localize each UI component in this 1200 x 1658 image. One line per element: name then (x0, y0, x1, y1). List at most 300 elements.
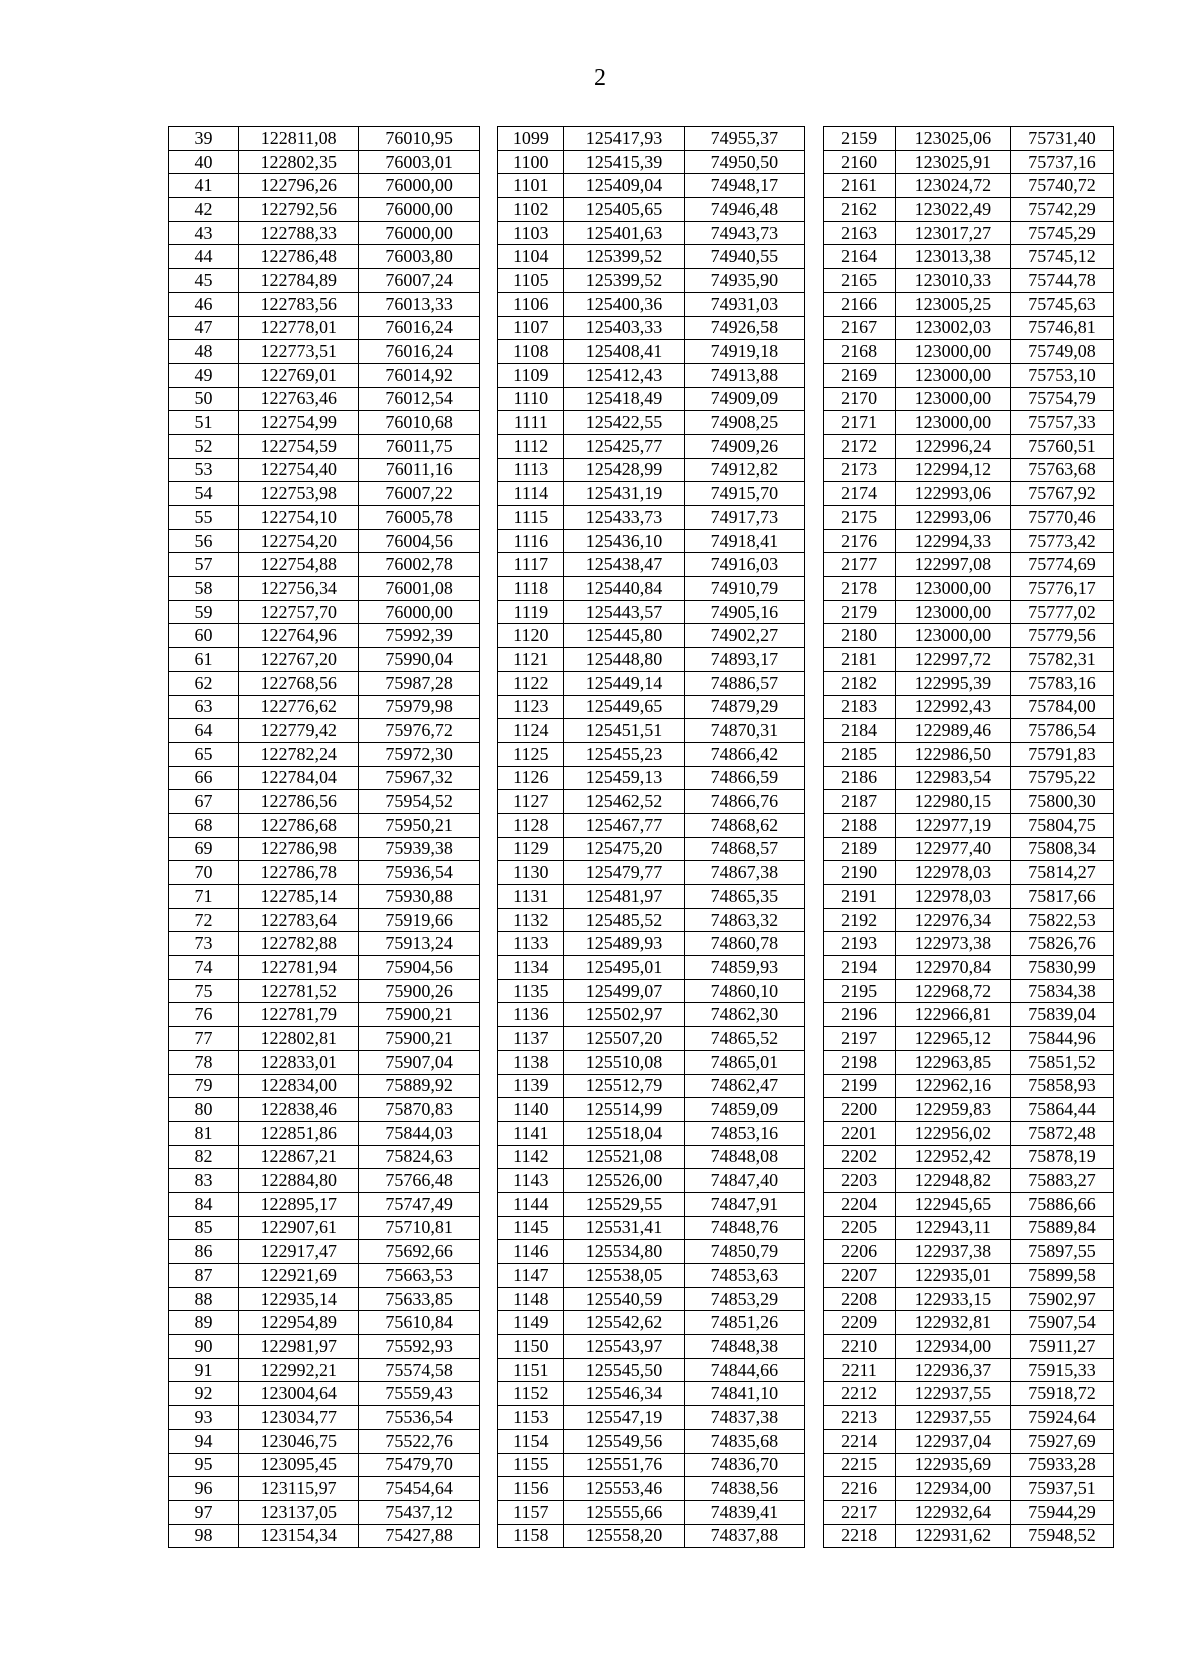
y-coordinate-cell: 75710,81 (359, 1216, 479, 1240)
point-number-cell: 2208 (823, 1287, 895, 1311)
y-coordinate-cell: 74863,32 (684, 908, 804, 932)
y-coordinate-cell: 75900,21 (359, 1003, 479, 1027)
x-coordinate-cell: 122884,80 (239, 1169, 359, 1193)
y-coordinate-cell: 74866,59 (684, 766, 804, 790)
table-row (169, 1169, 1114, 1193)
y-coordinate-cell: 74948,17 (684, 174, 804, 198)
y-coordinate-cell: 76011,75 (359, 434, 479, 458)
y-coordinate-cell: 75779,56 (1010, 624, 1113, 648)
y-coordinate-cell: 75774,69 (1010, 553, 1113, 577)
x-coordinate-cell: 125531,41 (564, 1216, 684, 1240)
y-coordinate-cell: 75919,66 (359, 908, 479, 932)
column-group-gap (479, 174, 498, 198)
x-coordinate-cell: 125543,97 (564, 1335, 684, 1359)
point-number-cell: 2167 (823, 316, 895, 340)
y-coordinate-cell: 75900,26 (359, 979, 479, 1003)
x-coordinate-cell: 122977,40 (895, 837, 1010, 861)
x-coordinate-cell: 122786,78 (239, 861, 359, 885)
point-number-cell: 1123 (498, 695, 564, 719)
point-number-cell: 2218 (823, 1524, 895, 1548)
column-group-gap (805, 766, 824, 790)
point-number-cell: 60 (169, 624, 239, 648)
point-number-cell: 84 (169, 1192, 239, 1216)
y-coordinate-cell: 74879,29 (684, 695, 804, 719)
point-number-cell: 2204 (823, 1192, 895, 1216)
column-group-gap (479, 695, 498, 719)
column-group-gap (805, 245, 824, 269)
point-number-cell: 2163 (823, 221, 895, 245)
x-coordinate-cell: 122764,96 (239, 624, 359, 648)
y-coordinate-cell: 74902,27 (684, 624, 804, 648)
x-coordinate-cell: 125445,80 (564, 624, 684, 648)
column-group-gap (805, 956, 824, 980)
point-number-cell: 1142 (498, 1145, 564, 1169)
point-number-cell: 2188 (823, 813, 895, 837)
table-row (169, 174, 1114, 198)
y-coordinate-cell: 75427,88 (359, 1524, 479, 1548)
column-group-gap (805, 411, 824, 435)
x-coordinate-cell: 122757,70 (239, 600, 359, 624)
point-number-cell: 76 (169, 1003, 239, 1027)
column-group-gap (805, 292, 824, 316)
column-group-gap (805, 861, 824, 885)
x-coordinate-cell: 122934,00 (895, 1477, 1010, 1501)
point-number-cell: 2217 (823, 1500, 895, 1524)
point-number-cell: 1144 (498, 1192, 564, 1216)
x-coordinate-cell: 123022,49 (895, 198, 1010, 222)
table-row (169, 1453, 1114, 1477)
point-number-cell: 1102 (498, 198, 564, 222)
y-coordinate-cell: 75899,58 (1010, 1264, 1113, 1288)
column-group-gap (479, 1358, 498, 1382)
point-number-cell: 2190 (823, 861, 895, 885)
point-number-cell: 1118 (498, 577, 564, 601)
y-coordinate-cell: 75574,58 (359, 1358, 479, 1382)
column-group-gap (805, 908, 824, 932)
x-coordinate-cell: 122786,98 (239, 837, 359, 861)
y-coordinate-cell: 75927,69 (1010, 1429, 1113, 1453)
y-coordinate-cell: 76005,78 (359, 506, 479, 530)
point-number-cell: 2179 (823, 600, 895, 624)
y-coordinate-cell: 74865,35 (684, 885, 804, 909)
table-row (169, 1524, 1114, 1548)
x-coordinate-cell: 125451,51 (564, 719, 684, 743)
column-group-gap (479, 1192, 498, 1216)
x-coordinate-cell: 125455,23 (564, 742, 684, 766)
column-group-gap (479, 813, 498, 837)
x-coordinate-cell: 125412,43 (564, 363, 684, 387)
y-coordinate-cell: 74853,63 (684, 1264, 804, 1288)
table-row (169, 979, 1114, 1003)
y-coordinate-cell: 75864,44 (1010, 1098, 1113, 1122)
x-coordinate-cell: 122937,04 (895, 1429, 1010, 1453)
y-coordinate-cell: 75760,51 (1010, 434, 1113, 458)
point-number-cell: 52 (169, 434, 239, 458)
x-coordinate-cell: 122788,33 (239, 221, 359, 245)
table-row (169, 340, 1114, 364)
x-coordinate-cell: 122937,55 (895, 1406, 1010, 1430)
column-group-gap (479, 1287, 498, 1311)
y-coordinate-cell: 74916,03 (684, 553, 804, 577)
x-coordinate-cell: 122970,84 (895, 956, 1010, 980)
y-coordinate-cell: 75878,19 (1010, 1145, 1113, 1169)
y-coordinate-cell: 76011,16 (359, 458, 479, 482)
point-number-cell: 1126 (498, 766, 564, 790)
x-coordinate-cell: 125399,52 (564, 245, 684, 269)
point-number-cell: 1139 (498, 1074, 564, 1098)
y-coordinate-cell: 75936,54 (359, 861, 479, 885)
x-coordinate-cell: 125417,93 (564, 127, 684, 151)
x-coordinate-cell: 122811,08 (239, 127, 359, 151)
table-row (169, 458, 1114, 482)
table-row (169, 1287, 1114, 1311)
point-number-cell: 2186 (823, 766, 895, 790)
column-group-gap (479, 1027, 498, 1051)
point-number-cell: 2187 (823, 790, 895, 814)
x-coordinate-cell: 123000,00 (895, 600, 1010, 624)
point-number-cell: 2159 (823, 127, 895, 151)
y-coordinate-cell: 76001,08 (359, 577, 479, 601)
y-coordinate-cell: 75844,03 (359, 1121, 479, 1145)
point-number-cell: 64 (169, 719, 239, 743)
y-coordinate-cell: 75844,96 (1010, 1027, 1113, 1051)
x-coordinate-cell: 122834,00 (239, 1074, 359, 1098)
point-number-cell: 1115 (498, 506, 564, 530)
point-number-cell: 1154 (498, 1429, 564, 1453)
x-coordinate-cell: 125542,62 (564, 1311, 684, 1335)
y-coordinate-cell: 75740,72 (1010, 174, 1113, 198)
y-coordinate-cell: 75773,42 (1010, 529, 1113, 553)
column-group-gap (479, 411, 498, 435)
x-coordinate-cell: 125479,77 (564, 861, 684, 885)
point-number-cell: 2182 (823, 671, 895, 695)
y-coordinate-cell: 74862,30 (684, 1003, 804, 1027)
table-row (169, 1335, 1114, 1359)
x-coordinate-cell: 122993,06 (895, 506, 1010, 530)
table-row (169, 813, 1114, 837)
table-row (169, 1500, 1114, 1524)
x-coordinate-cell: 122965,12 (895, 1027, 1010, 1051)
column-group-gap (805, 885, 824, 909)
x-coordinate-cell: 122934,00 (895, 1335, 1010, 1359)
point-number-cell: 2201 (823, 1121, 895, 1145)
point-number-cell: 1116 (498, 529, 564, 553)
y-coordinate-cell: 75737,16 (1010, 150, 1113, 174)
y-coordinate-cell: 75834,38 (1010, 979, 1113, 1003)
point-number-cell: 2216 (823, 1477, 895, 1501)
y-coordinate-cell: 75870,83 (359, 1098, 479, 1122)
y-coordinate-cell: 75814,27 (1010, 861, 1113, 885)
table-row (169, 482, 1114, 506)
x-coordinate-cell: 125553,46 (564, 1477, 684, 1501)
x-coordinate-cell: 122976,34 (895, 908, 1010, 932)
y-coordinate-cell: 76010,68 (359, 411, 479, 435)
x-coordinate-cell: 122994,33 (895, 529, 1010, 553)
x-coordinate-cell: 122754,10 (239, 506, 359, 530)
column-group-gap (479, 1121, 498, 1145)
column-group-gap (805, 221, 824, 245)
point-number-cell: 2205 (823, 1216, 895, 1240)
x-coordinate-cell: 122782,88 (239, 932, 359, 956)
column-group-gap (805, 671, 824, 695)
point-number-cell: 1121 (498, 648, 564, 672)
table-row (169, 1358, 1114, 1382)
point-number-cell: 1148 (498, 1287, 564, 1311)
point-number-cell: 53 (169, 458, 239, 482)
column-group-gap (479, 458, 498, 482)
y-coordinate-cell: 75976,72 (359, 719, 479, 743)
point-number-cell: 2214 (823, 1429, 895, 1453)
point-number-cell: 1107 (498, 316, 564, 340)
x-coordinate-cell: 122986,50 (895, 742, 1010, 766)
y-coordinate-cell: 74837,38 (684, 1406, 804, 1430)
x-coordinate-cell: 125526,00 (564, 1169, 684, 1193)
column-group-gap (479, 1406, 498, 1430)
column-group-gap (479, 529, 498, 553)
column-group-gap (805, 1121, 824, 1145)
column-group-gap (479, 790, 498, 814)
x-coordinate-cell: 123046,75 (239, 1429, 359, 1453)
column-group-gap (805, 316, 824, 340)
y-coordinate-cell: 74848,38 (684, 1335, 804, 1359)
point-number-cell: 1103 (498, 221, 564, 245)
y-coordinate-cell: 74839,41 (684, 1500, 804, 1524)
x-coordinate-cell: 122769,01 (239, 363, 359, 387)
point-number-cell: 90 (169, 1335, 239, 1359)
point-number-cell: 96 (169, 1477, 239, 1501)
y-coordinate-cell: 74955,37 (684, 127, 804, 151)
page-number: 2 (594, 65, 606, 91)
column-group-gap (479, 1169, 498, 1193)
point-number-cell: 94 (169, 1429, 239, 1453)
y-coordinate-cell: 74851,26 (684, 1311, 804, 1335)
x-coordinate-cell: 122779,42 (239, 719, 359, 743)
y-coordinate-cell: 74912,82 (684, 458, 804, 482)
table-row (169, 837, 1114, 861)
y-coordinate-cell: 74915,70 (684, 482, 804, 506)
column-group-gap (479, 932, 498, 956)
column-group-gap (805, 695, 824, 719)
y-coordinate-cell: 75745,63 (1010, 292, 1113, 316)
point-number-cell: 97 (169, 1500, 239, 1524)
y-coordinate-cell: 74868,62 (684, 813, 804, 837)
y-coordinate-cell: 75766,48 (359, 1169, 479, 1193)
point-number-cell: 1158 (498, 1524, 564, 1548)
x-coordinate-cell: 122778,01 (239, 316, 359, 340)
point-number-cell: 40 (169, 150, 239, 174)
column-group-gap (479, 624, 498, 648)
point-number-cell: 2195 (823, 979, 895, 1003)
column-group-gap (805, 648, 824, 672)
column-group-gap (479, 1429, 498, 1453)
x-coordinate-cell: 122994,12 (895, 458, 1010, 482)
column-group-gap (479, 1264, 498, 1288)
point-number-cell: 1101 (498, 174, 564, 198)
point-number-cell: 2191 (823, 885, 895, 909)
y-coordinate-cell: 75839,04 (1010, 1003, 1113, 1027)
y-coordinate-cell: 75913,24 (359, 932, 479, 956)
x-coordinate-cell: 123000,00 (895, 363, 1010, 387)
point-number-cell: 2215 (823, 1453, 895, 1477)
column-group-gap (805, 198, 824, 222)
point-number-cell: 1137 (498, 1027, 564, 1051)
x-coordinate-cell: 125449,14 (564, 671, 684, 695)
point-number-cell: 1157 (498, 1500, 564, 1524)
x-coordinate-cell: 125514,99 (564, 1098, 684, 1122)
y-coordinate-cell: 75979,98 (359, 695, 479, 719)
point-number-cell: 80 (169, 1098, 239, 1122)
x-coordinate-cell: 123137,05 (239, 1500, 359, 1524)
x-coordinate-cell: 122768,56 (239, 671, 359, 695)
x-coordinate-cell: 125408,41 (564, 340, 684, 364)
table-row (169, 648, 1114, 672)
table-row (169, 1027, 1114, 1051)
x-coordinate-cell: 122783,56 (239, 292, 359, 316)
point-number-cell: 87 (169, 1264, 239, 1288)
column-group-gap (805, 434, 824, 458)
column-group-gap (479, 1453, 498, 1477)
column-group-gap (805, 553, 824, 577)
column-group-gap (479, 482, 498, 506)
y-coordinate-cell: 75907,54 (1010, 1311, 1113, 1335)
point-number-cell: 2161 (823, 174, 895, 198)
y-coordinate-cell: 75454,64 (359, 1477, 479, 1501)
x-coordinate-cell: 123017,27 (895, 221, 1010, 245)
x-coordinate-cell: 122785,14 (239, 885, 359, 909)
x-coordinate-cell: 122782,24 (239, 742, 359, 766)
column-group-gap (479, 1240, 498, 1264)
x-coordinate-cell: 125449,65 (564, 695, 684, 719)
x-coordinate-cell: 122954,89 (239, 1311, 359, 1335)
y-coordinate-cell: 74935,90 (684, 269, 804, 293)
x-coordinate-cell: 122802,35 (239, 150, 359, 174)
x-coordinate-cell: 122792,56 (239, 198, 359, 222)
point-number-cell: 1122 (498, 671, 564, 695)
point-number-cell: 69 (169, 837, 239, 861)
x-coordinate-cell: 122784,04 (239, 766, 359, 790)
column-group-gap (479, 1003, 498, 1027)
x-coordinate-cell: 125555,66 (564, 1500, 684, 1524)
x-coordinate-cell: 125521,08 (564, 1145, 684, 1169)
x-coordinate-cell: 122992,21 (239, 1358, 359, 1382)
y-coordinate-cell: 75800,30 (1010, 790, 1113, 814)
column-group-gap (479, 766, 498, 790)
point-number-cell: 1109 (498, 363, 564, 387)
point-number-cell: 73 (169, 932, 239, 956)
column-group-gap (479, 198, 498, 222)
point-number-cell: 74 (169, 956, 239, 980)
column-group-gap (805, 719, 824, 743)
x-coordinate-cell: 122786,48 (239, 245, 359, 269)
y-coordinate-cell: 76000,00 (359, 600, 479, 624)
y-coordinate-cell: 74859,93 (684, 956, 804, 980)
y-coordinate-cell: 76000,00 (359, 198, 479, 222)
y-coordinate-cell: 74940,55 (684, 245, 804, 269)
point-number-cell: 78 (169, 1050, 239, 1074)
point-number-cell: 59 (169, 600, 239, 624)
column-group-gap (805, 1453, 824, 1477)
table-row (169, 861, 1114, 885)
x-coordinate-cell: 122983,54 (895, 766, 1010, 790)
point-number-cell: 2173 (823, 458, 895, 482)
column-group-gap (479, 1216, 498, 1240)
x-coordinate-cell: 122895,17 (239, 1192, 359, 1216)
point-number-cell: 1110 (498, 387, 564, 411)
table-row (169, 624, 1114, 648)
point-number-cell: 2175 (823, 506, 895, 530)
y-coordinate-cell: 75826,76 (1010, 932, 1113, 956)
x-coordinate-cell: 122932,81 (895, 1311, 1010, 1335)
x-coordinate-cell: 122773,51 (239, 340, 359, 364)
table-row (169, 695, 1114, 719)
column-group-gap (805, 1027, 824, 1051)
table-row (169, 198, 1114, 222)
y-coordinate-cell: 74886,57 (684, 671, 804, 695)
table-row (169, 1406, 1114, 1430)
column-group-gap (479, 340, 498, 364)
y-coordinate-cell: 74926,58 (684, 316, 804, 340)
x-coordinate-cell: 125538,05 (564, 1264, 684, 1288)
point-number-cell: 1112 (498, 434, 564, 458)
x-coordinate-cell: 125547,19 (564, 1406, 684, 1430)
point-number-cell: 2196 (823, 1003, 895, 1027)
table-row (169, 1074, 1114, 1098)
point-number-cell: 2162 (823, 198, 895, 222)
point-number-cell: 2213 (823, 1406, 895, 1430)
x-coordinate-cell: 123002,03 (895, 316, 1010, 340)
column-group-gap (479, 1524, 498, 1548)
table-row (169, 1098, 1114, 1122)
point-number-cell: 1113 (498, 458, 564, 482)
y-coordinate-cell: 74909,26 (684, 434, 804, 458)
x-coordinate-cell: 123024,72 (895, 174, 1010, 198)
y-coordinate-cell: 75783,16 (1010, 671, 1113, 695)
x-coordinate-cell: 122937,38 (895, 1240, 1010, 1264)
y-coordinate-cell: 76010,95 (359, 127, 479, 151)
y-coordinate-cell: 75851,52 (1010, 1050, 1113, 1074)
x-coordinate-cell: 122763,46 (239, 387, 359, 411)
table-row (169, 387, 1114, 411)
point-number-cell: 71 (169, 885, 239, 909)
point-number-cell: 2178 (823, 577, 895, 601)
table-row (169, 506, 1114, 530)
y-coordinate-cell: 75742,29 (1010, 198, 1113, 222)
point-number-cell: 88 (169, 1287, 239, 1311)
x-coordinate-cell: 125409,04 (564, 174, 684, 198)
column-group-gap (805, 458, 824, 482)
y-coordinate-cell: 74853,29 (684, 1287, 804, 1311)
table-row (169, 932, 1114, 956)
y-coordinate-cell: 74917,73 (684, 506, 804, 530)
point-number-cell: 95 (169, 1453, 239, 1477)
point-number-cell: 50 (169, 387, 239, 411)
x-coordinate-cell: 122966,81 (895, 1003, 1010, 1027)
point-number-cell: 1145 (498, 1216, 564, 1240)
table-row (169, 1050, 1114, 1074)
x-coordinate-cell: 122996,24 (895, 434, 1010, 458)
x-coordinate-cell: 125428,99 (564, 458, 684, 482)
x-coordinate-cell: 125495,01 (564, 956, 684, 980)
x-coordinate-cell: 125459,13 (564, 766, 684, 790)
table-row (169, 1311, 1114, 1335)
y-coordinate-cell: 75777,02 (1010, 600, 1113, 624)
x-coordinate-cell: 122959,83 (895, 1098, 1010, 1122)
y-coordinate-cell: 76014,92 (359, 363, 479, 387)
column-group-gap (479, 956, 498, 980)
x-coordinate-cell: 122935,14 (239, 1287, 359, 1311)
point-number-cell: 2177 (823, 553, 895, 577)
x-coordinate-cell: 125540,59 (564, 1287, 684, 1311)
